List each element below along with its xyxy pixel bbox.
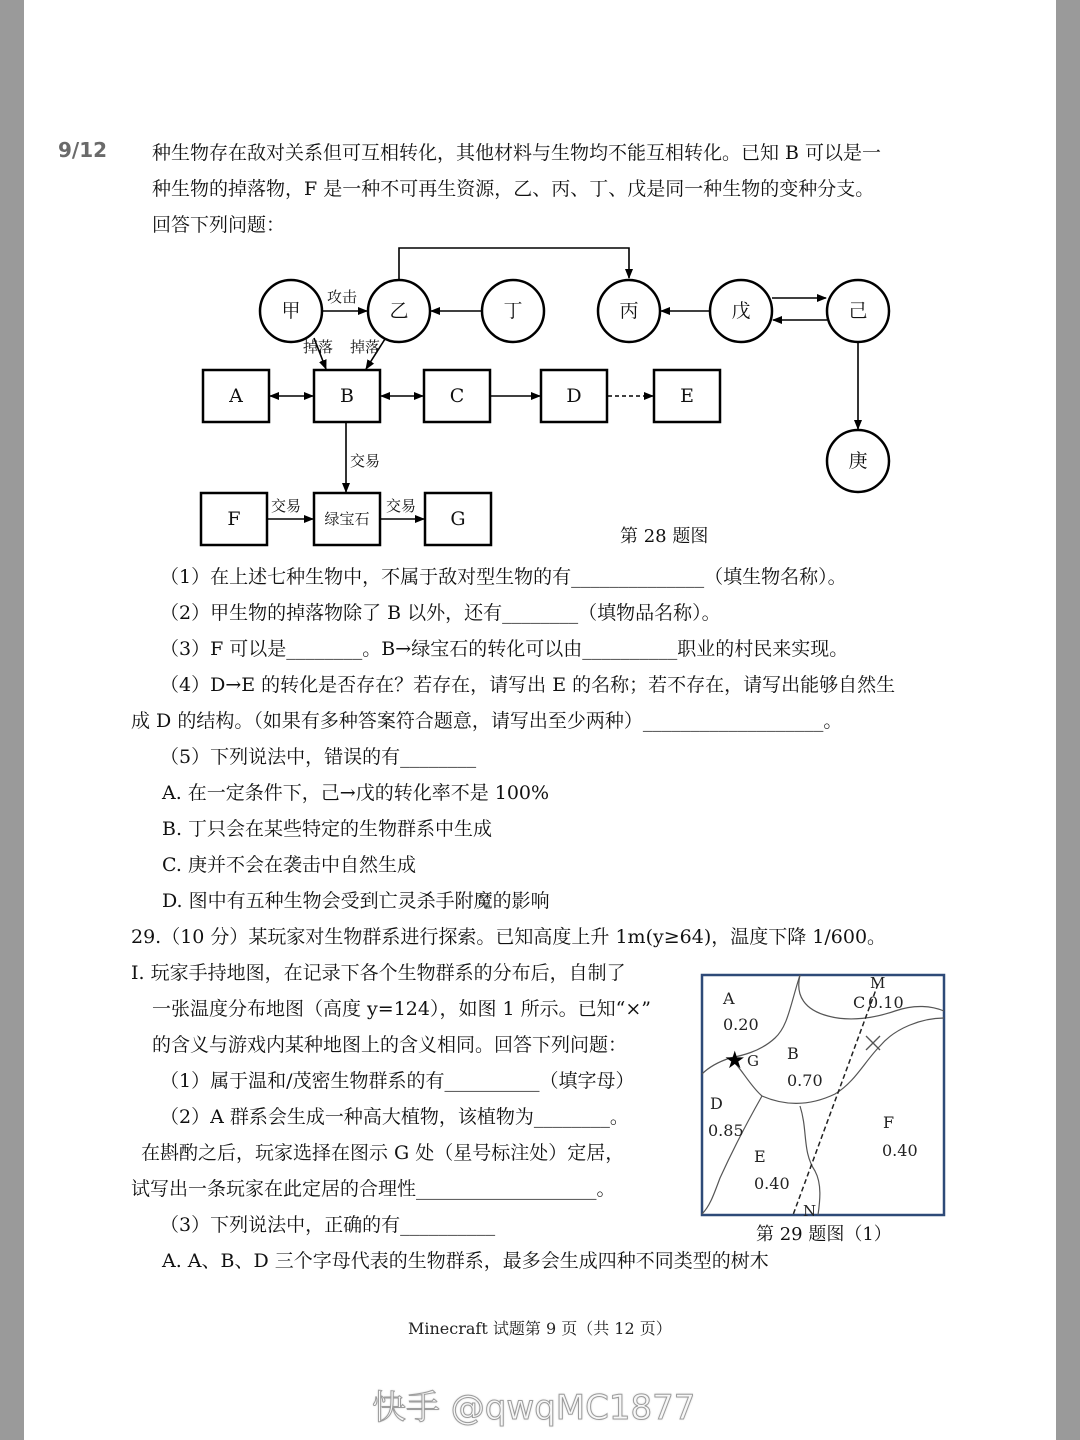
q28-sub-1: （1）在上述七种生物中，不属于敌对型生物的有______________（填生物名称）。: [160, 566, 847, 588]
node-ji-label: 己: [848, 300, 868, 322]
region-E-value: 0.40: [754, 1174, 790, 1193]
edge-label-trade-2: 交易: [271, 497, 302, 515]
edge-label-attack: 攻击: [327, 288, 358, 306]
node-A-label: A: [229, 385, 243, 407]
node-B-label: B: [340, 385, 354, 407]
node-E-label: E: [680, 385, 694, 407]
node-geng-label: 庚: [848, 450, 868, 472]
region-D-value: 0.85: [708, 1121, 744, 1140]
q28-option-c: C. 庚并不会在袭击中自然生成: [162, 854, 416, 876]
region-C-value: 0.10: [868, 993, 904, 1012]
intro-line-3: 回答下列问题：: [152, 214, 286, 236]
q28-option-b: B. 丁只会在某些特定的生物群系中生成: [162, 818, 493, 840]
edge-label-trade-3: 交易: [386, 497, 417, 515]
q29-sub-1: （1）属于温和/茂密生物群系的有__________（填字母）: [160, 1070, 635, 1092]
star-label-G: G: [747, 1052, 759, 1070]
figure-29-caption: 第 29 题图（1）: [756, 1224, 892, 1245]
node-F-label: F: [227, 508, 241, 530]
q28-option-a: A. 在一定条件下，己→戊的转化率不是 100%: [162, 782, 550, 804]
node-bing-label: 丙: [619, 300, 639, 322]
q29-para-4: 在斟酌之后，玩家选择在图示 G 处（星号标注处）定居，: [141, 1142, 625, 1164]
node-yi-label: 乙: [389, 300, 409, 322]
line-label-N: N: [803, 1202, 817, 1220]
region-E-letter: E: [754, 1147, 766, 1166]
edge-label-trade-1: 交易: [350, 452, 381, 470]
q29-para-1: I. 玩家手持地图，在记录下各个生物群系的分布后，自制了: [131, 962, 626, 984]
map-x-mark: [866, 1036, 880, 1050]
q28-sub-4b: 成 D 的结构。（如果有多种答案符合题意，请写出至少两种）___________________。: [131, 710, 843, 732]
intro-line-1: 种生物存在敌对关系但可互相转化，其他材料与生物均不能互相转化。已知 B 可以是一: [152, 142, 882, 164]
page-indicator: 9/12: [58, 138, 108, 162]
edge-yi-bing: [399, 248, 629, 280]
region-A-value: 0.20: [723, 1015, 759, 1034]
node-wu-label: 戊: [731, 300, 751, 322]
node-D-label: D: [566, 385, 582, 407]
node-ding-label: 丁: [503, 300, 523, 322]
node-jia-label: 甲: [281, 300, 301, 322]
region-B-letter: B: [787, 1044, 799, 1063]
region-A-letter: A: [723, 989, 735, 1008]
figure-29-map: [690, 966, 960, 1256]
map-boundary-5: [800, 1106, 820, 1215]
node-emerald-label: 绿宝石: [324, 510, 370, 528]
q29-sub-3: （3）下列说法中，正确的有__________: [160, 1214, 496, 1236]
edge-label-drop-1: 掉落: [303, 338, 334, 356]
map-border: [702, 975, 944, 1215]
q29-title: 29.（10 分）某玩家对生物群系进行探索。已知高度上升 1m(y≥64)，温度下降 1/600。: [131, 926, 887, 948]
node-G-label: G: [450, 508, 466, 530]
map-line-mn: [793, 984, 878, 1215]
map-boundary-3: [730, 1018, 944, 1103]
q28-sub-2: （2）甲生物的掉落物除了 B 以外，还有________（填物品名称）。: [160, 602, 721, 624]
q29-para-5: 试写出一条玩家在此定居的合理性___________________。: [131, 1178, 616, 1200]
region-B-value: 0.70: [787, 1071, 823, 1090]
figure-28-diagram: [0, 0, 1080, 560]
q29-para-3: 的含义与游戏内某种地图上的含义相同。回答下列问题：: [152, 1034, 628, 1056]
region-F-value: 0.40: [882, 1141, 918, 1160]
region-C-letter: C: [853, 993, 866, 1012]
q28-sub-5: （5）下列说法中，错误的有________: [160, 746, 477, 768]
region-D-letter: D: [710, 1094, 723, 1113]
q29-option-a: A. A、B、D 三个字母代表的生物群系，最多会生成四种不同类型的树木: [162, 1250, 769, 1272]
q29-sub-2: （2）A 群系会生成一种高大植物，该植物为________。: [160, 1106, 629, 1128]
q28-sub-4a: （4）D→E 的转化是否存在？若存在，请写出 E 的名称；若不存在，请写出能够自然生: [160, 674, 896, 696]
map-star-icon: ★: [724, 1046, 746, 1074]
intro-line-2: 种生物的掉落物，F 是一种不可再生资源，乙、丙、丁、戊是同一种生物的变种分支。: [152, 178, 875, 200]
region-F-letter: F: [883, 1113, 895, 1132]
q29-para-2: 一张温度分布地图（高度 y=124），如图 1 所示。已知“×”: [152, 998, 651, 1020]
edge-label-drop-2: 掉落: [350, 338, 381, 356]
figure-28-caption: 第 28 题图: [620, 526, 709, 547]
map-boundary-4: [702, 1096, 762, 1214]
node-C-label: C: [449, 385, 465, 407]
page-footer: Minecraft 试题第 9 页（共 12 页）: [408, 1319, 672, 1338]
q28-option-d: D. 图中有五种生物会受到亡灵杀手附魔的影响: [162, 890, 550, 912]
watermark: 快手 @qwqMC1877: [372, 1388, 696, 1428]
q28-sub-3: （3）F 可以是________。B→绿宝石的转化可以由__________职业的村民来实现。: [160, 638, 849, 660]
line-label-M: M: [870, 974, 886, 992]
